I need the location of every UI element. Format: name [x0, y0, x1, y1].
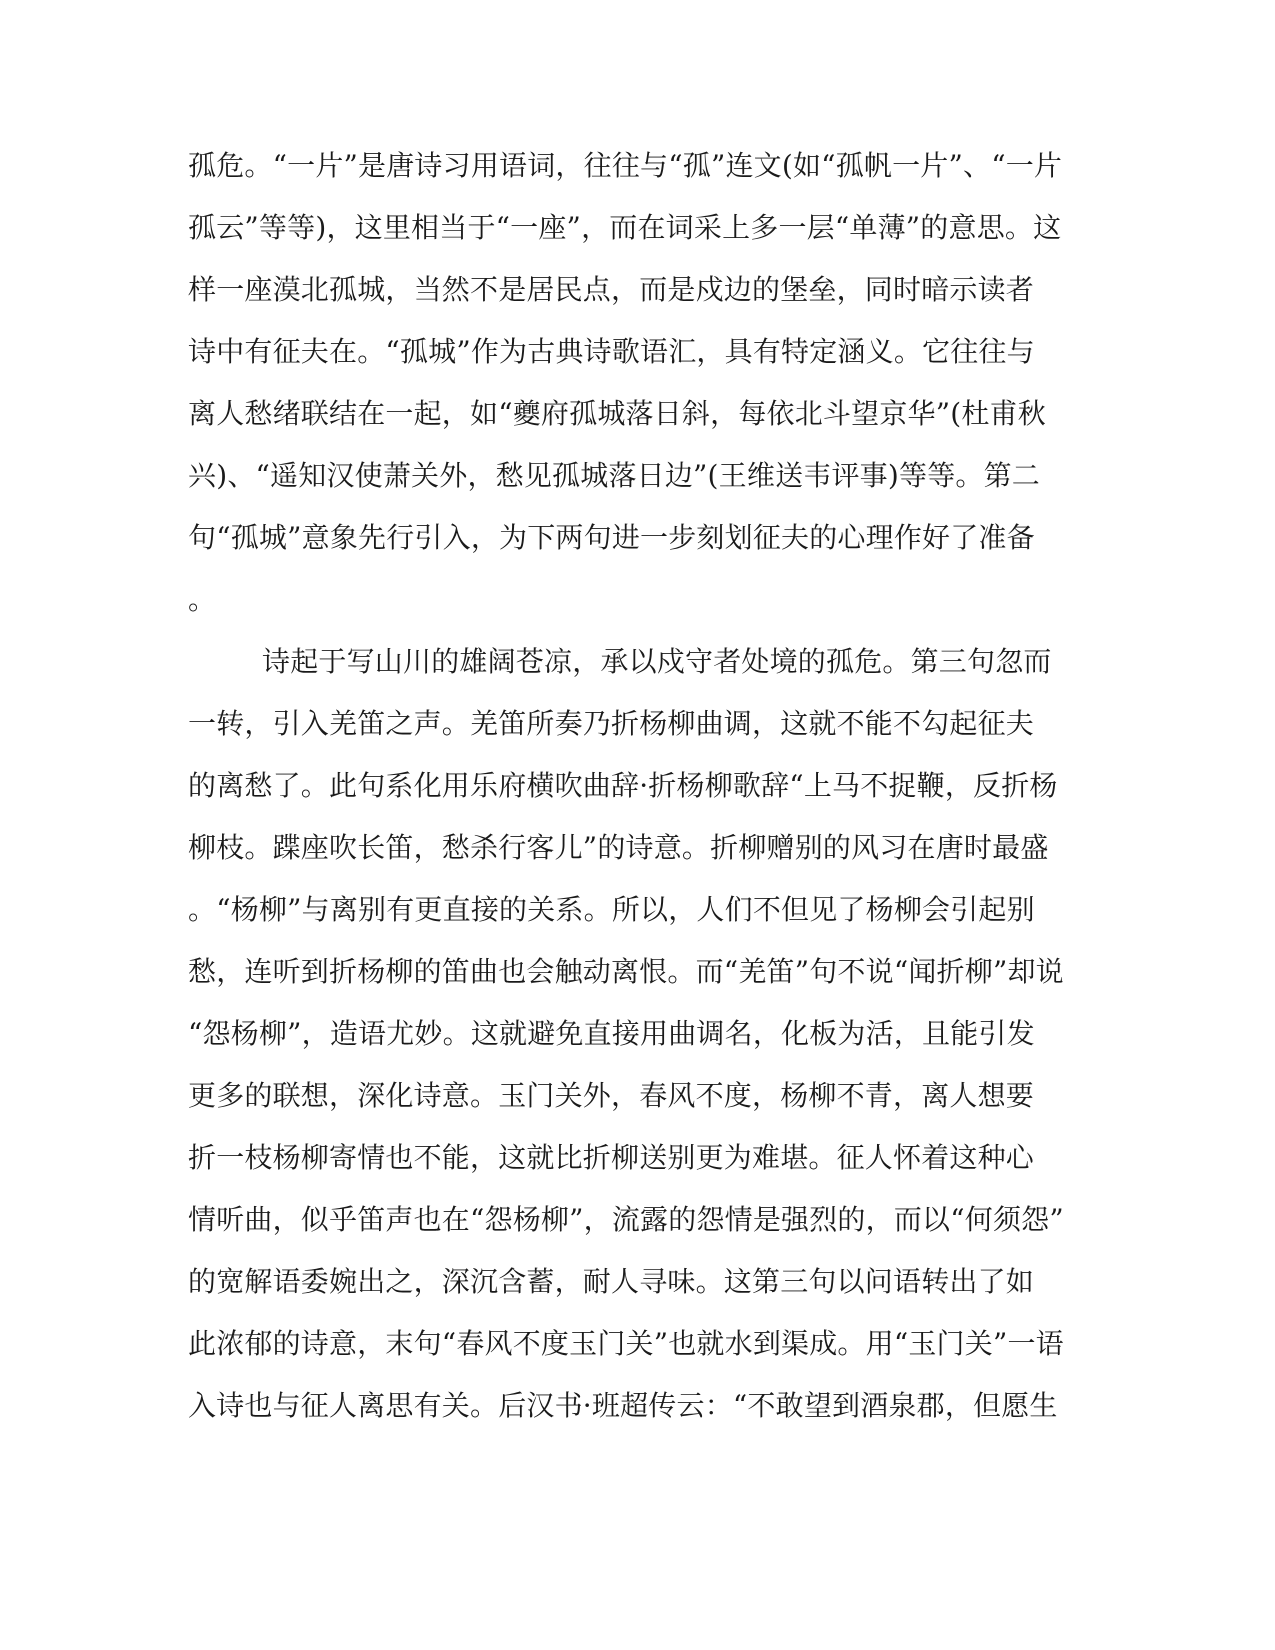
- text-line: 的宽解语委婉出之，深沉含蓄，耐人寻味。这第三句以问语转出了如: [188, 1265, 1035, 1298]
- text-line: 孤云”等等)，这里相当于“一座”，而在词采上多一层“单薄”的意思。这: [188, 211, 1062, 244]
- text-line: 更多的联想，深化诗意。玉门关外，春风不度，杨柳不青，离人想要: [188, 1079, 1035, 1112]
- text-line: 此浓郁的诗意，末句“春风不度玉门关”也就水到渠成。用“玉门关”一语: [188, 1327, 1064, 1360]
- text-line: 折一枝杨柳寄情也不能，这就比折柳送别更为难堪。征人怀着这种心: [188, 1141, 1035, 1174]
- text-line: 。“杨柳”与离别有更直接的关系。所以，人们不但见了杨柳会引起别: [188, 893, 1035, 926]
- text-line: 一转，引入羌笛之声。羌笛所奏乃折杨柳曲调，这就不能不勾起征夫: [188, 707, 1035, 740]
- text-line: 兴)、“遥知汉使萧关外，愁见孤城落日边”(王维送韦评事)等等。第二: [188, 459, 1041, 492]
- text-line: 离人愁绪联结在一起，如“夔府孤城落日斜，每依北斗望京华”(杜甫秋: [188, 397, 1046, 430]
- text-line: 愁，连听到折杨柳的笛曲也会触动离恨。而“羌笛”句不说“闻折柳”却说: [188, 955, 1064, 988]
- text-line: 诗起于写山川的雄阔苍凉，承以戍守者处境的孤危。第三句忽而: [262, 645, 1052, 678]
- text-line: 入诗也与征人离思有关。后汉书·班超传云：“不敢望到酒泉郡，但愿生: [188, 1389, 1058, 1422]
- text-line: 柳枝。蹀座吹长笛，愁杀行客儿”的诗意。折柳赠别的风习在唐时最盛: [188, 831, 1049, 864]
- text-line: 。: [188, 583, 217, 616]
- body-text: [188, 135, 1088, 1437]
- text-line: 情听曲，似乎笛声也在“怨杨柳”，流露的怨情是强烈的，而以“何须怨”: [188, 1203, 1064, 1236]
- text-line: “怨杨柳”，造语尤妙。这就避免直接用曲调名，化板为活，且能引发: [188, 1017, 1035, 1050]
- text-line: 的离愁了。此句系化用乐府横吹曲辞·折杨柳歌辞“上马不捉鞭，反折杨: [188, 769, 1058, 802]
- text-line: 样一座漠北孤城，当然不是居民点，而是戍边的堡垒，同时暗示读者: [188, 273, 1035, 306]
- text-line: 孤危。“一片”是唐诗习用语词，往往与“孤”连文(如“孤帆一片”、“一片: [188, 149, 1063, 182]
- text-line: 句“孤城”意象先行引入，为下两句进一步刻划征夫的心理作好了准备: [188, 521, 1035, 554]
- text-line: 诗中有征夫在。“孤城”作为古典诗歌语汇，具有特定涵义。它往往与: [188, 335, 1035, 368]
